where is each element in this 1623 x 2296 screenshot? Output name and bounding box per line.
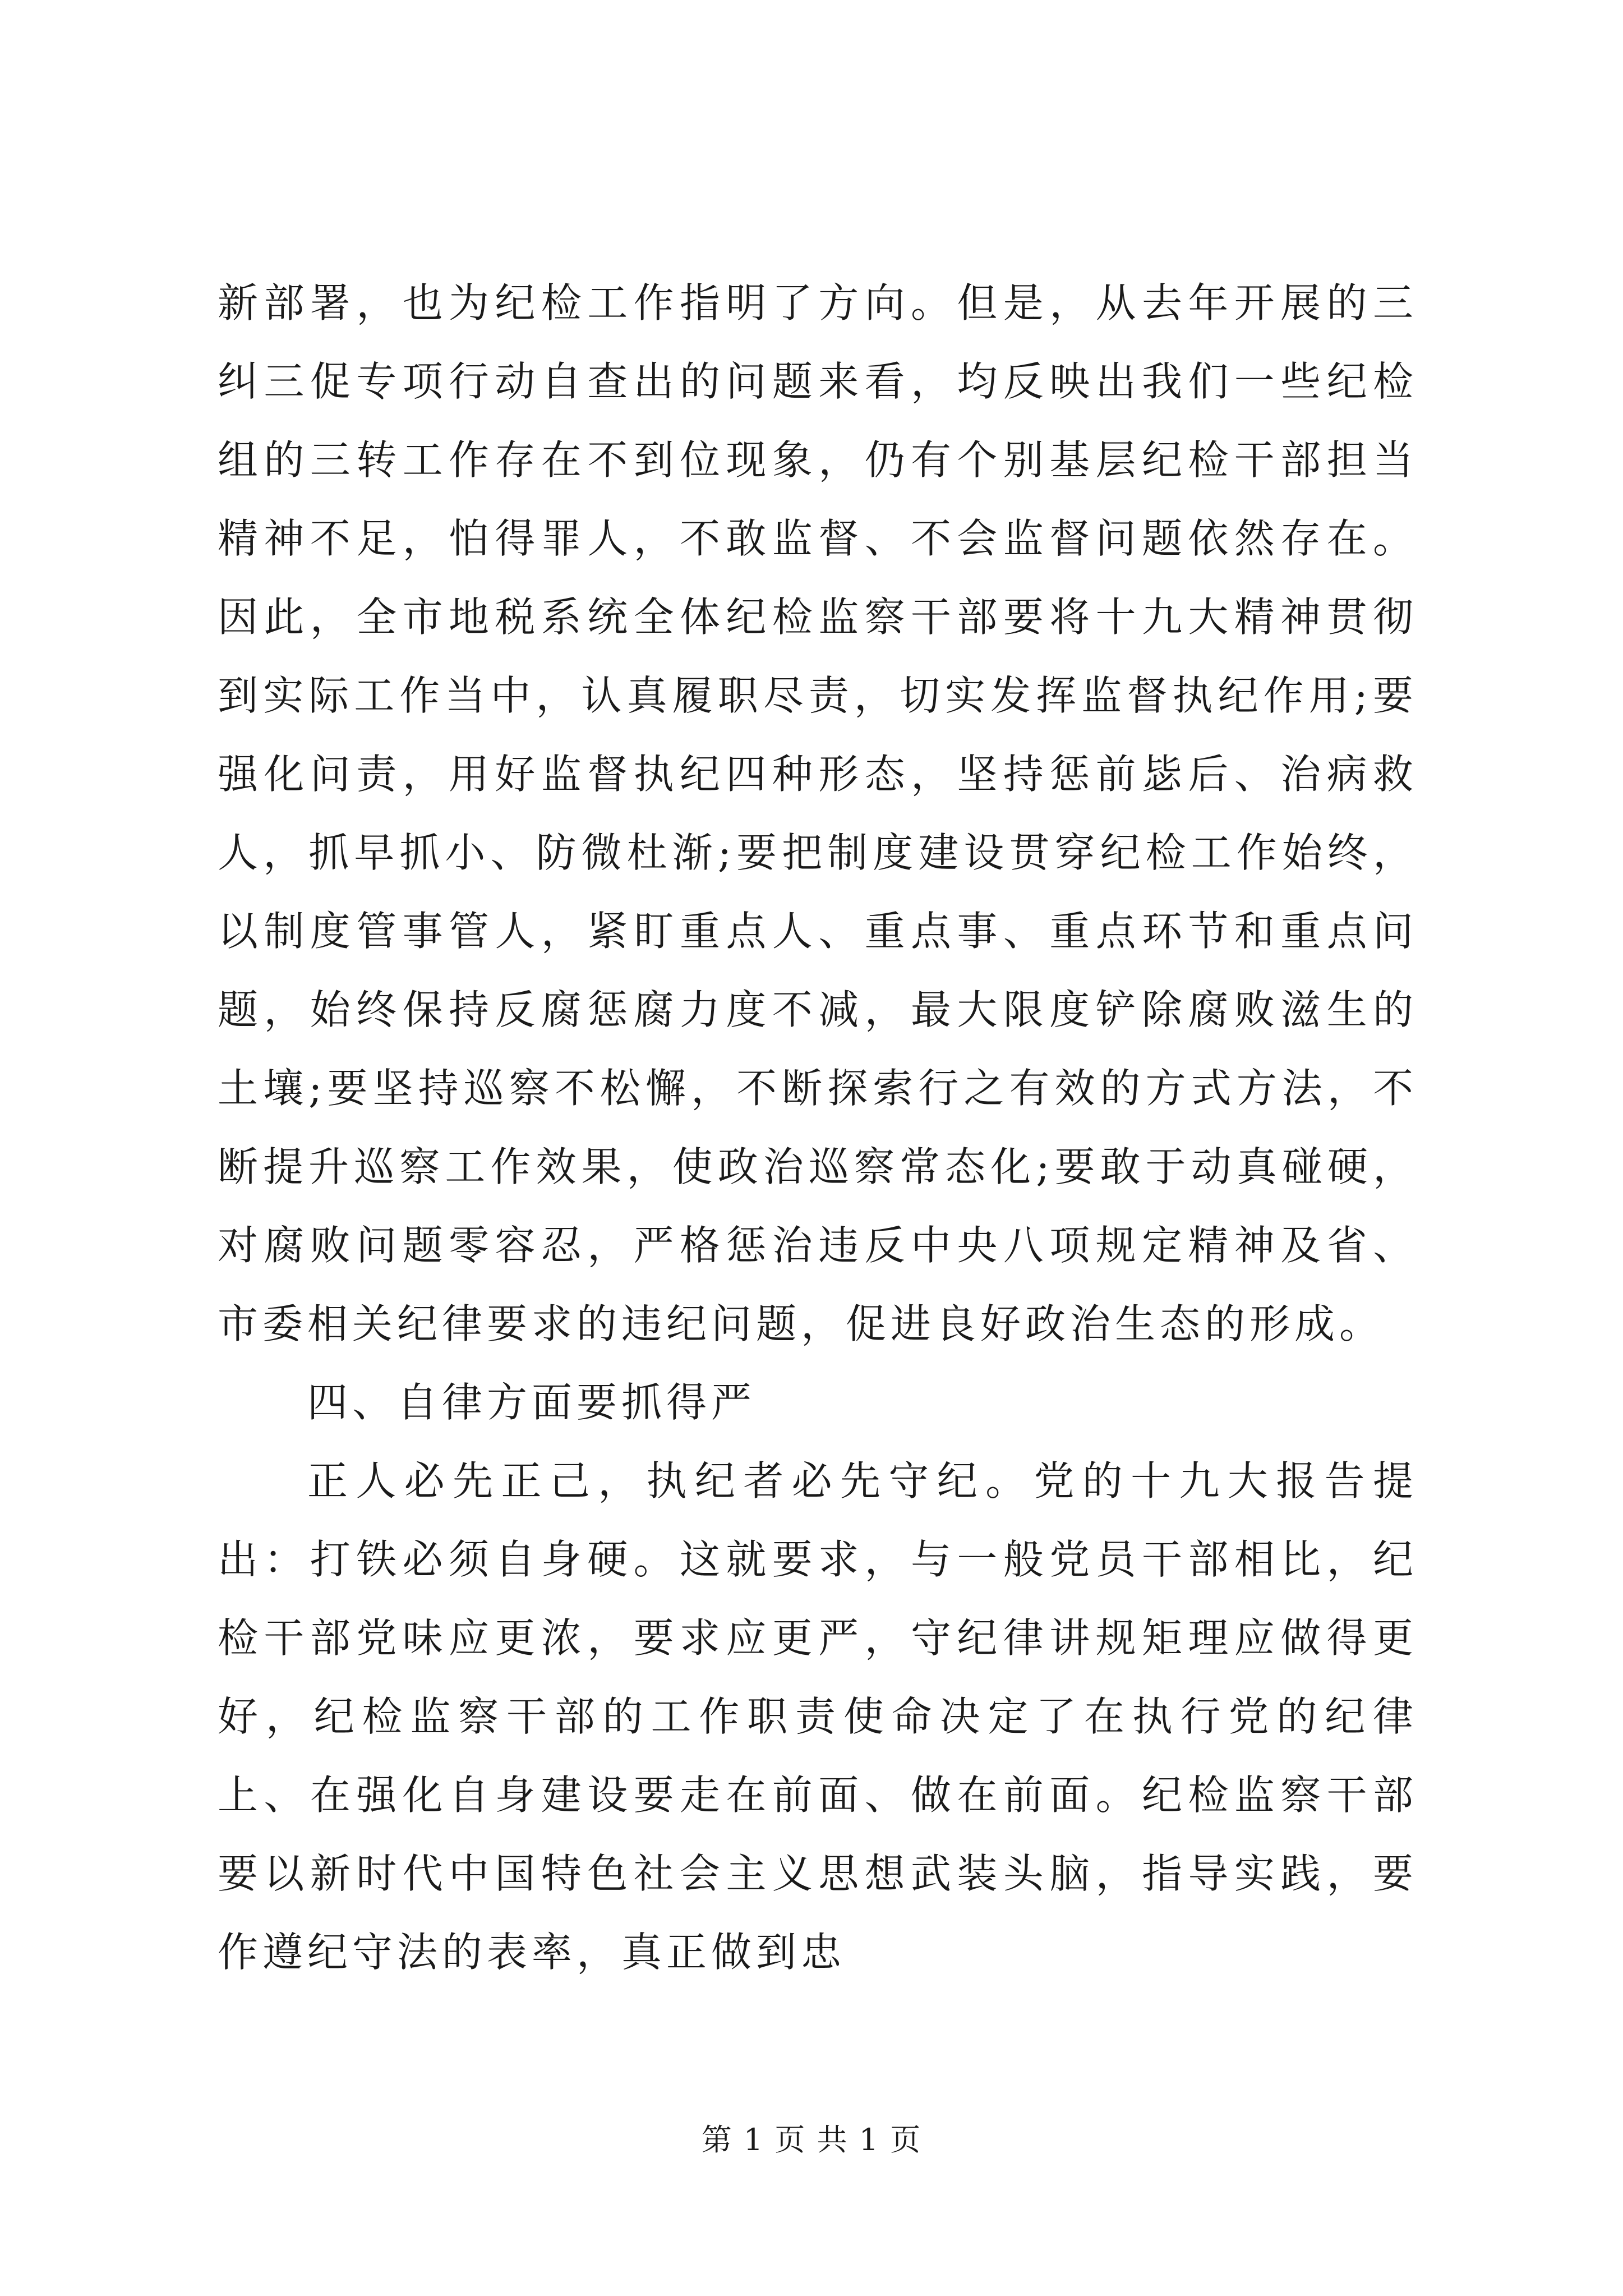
page-number-label: 第 1 页 共 1 页: [701, 2122, 922, 2157]
section-heading: 四、自律方面要抓得严: [307, 1379, 757, 1426]
page-footer: [0, 2120, 1623, 2160]
paragraph-section-4: 正人必先正己，执纪者必先守纪。党的十九大报告提出：打铁必须自身硬。这就要求，与一般党员干部相比，纪检干部党味应更浓，要求应更严，守纪律讲规矩理应做得更好，纪检监察干部的工作职责使命决定了在执行党的纪律上、在强化自身建设要走在前面、做在前面。纪检监察干部要以新时代中国特色社会主义思想武装头脑，指导实践，要作遵纪守法的表率，真正做到忠: [218, 1457, 1418, 1976]
paragraph-continued: 新部署，也为纪检工作指明了方向。但是，从去年开展的三纠三促专项行动自查出的问题来看，均反映出我们一些纪检组的三转工作存在不到位现象，仍有个别基层纪检干部担当精神不足，怕得罪人，不敢监督、不会监督问题依然存在。因此，全市地税系统全体纪检监察干部要将十九大精神贯彻到实际工作当中，认真履职尽责，切实发挥监督执纪作用;要强化问责，用好监督执纪四种形态，坚持惩前毖后、治病救人，抓早抓小、防微杜渐;要把制度建设贯穿纪检工作始终，以制度管事管人，紧盯重点人、重点事、重点环节和重点问题，始终保持反腐惩腐力度不减，最大限度铲除腐败滋生的土壤;要坚持巡察不松懈，不断探索行之有效的方式方法，不断提升巡察工作效果，使政治巡察常态化;要敢于动真碰硬，对腐败问题零容忍，严格惩治违反中央八项规定精神及省、市委相关纪律要求的违纪问题，促进良好政治生态的形成。: [218, 279, 1418, 1347]
document-body: [218, 264, 1418, 1991]
